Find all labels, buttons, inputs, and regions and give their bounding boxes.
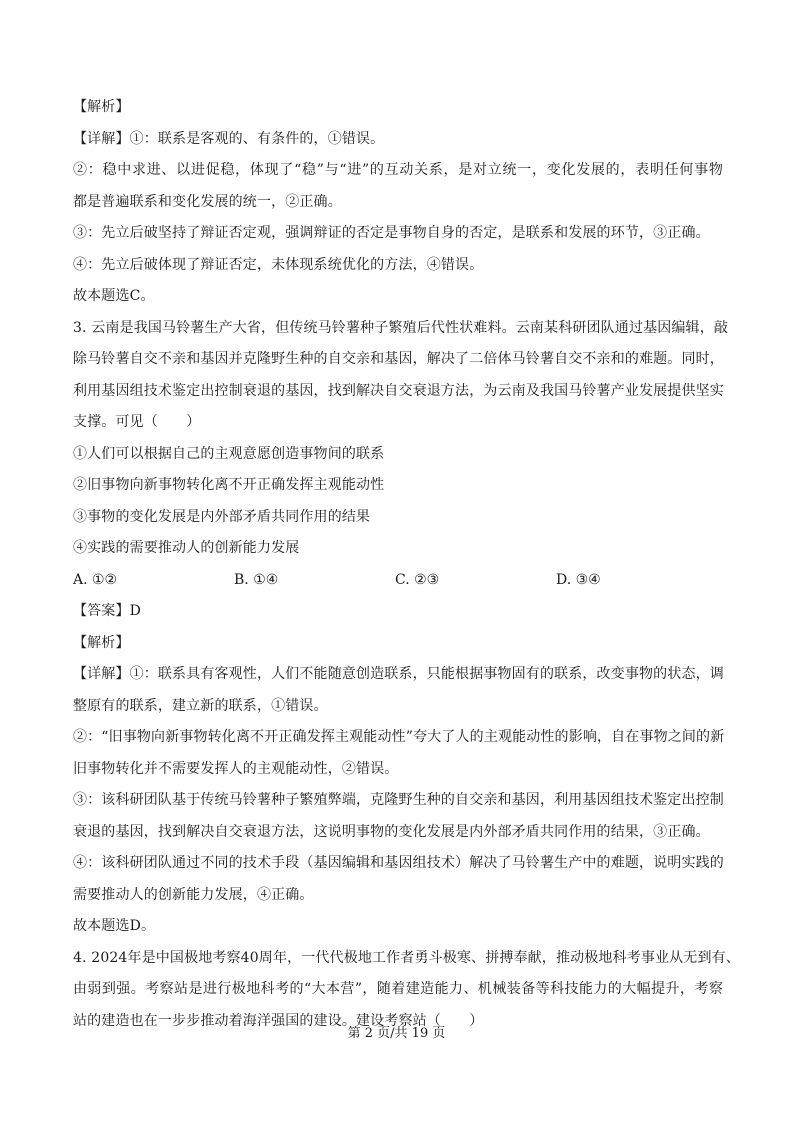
- detail-line: ③：先立后破坚持了辩证否定观，强调辩证的否定是事物自身的否定，是联系和发展的环节，③正确。: [73, 225, 710, 241]
- detail-line: 旧事物转化并不需要发挥人的主观能动性，②错误。: [73, 760, 399, 777]
- statement-item: ②旧事物向新事物转化离不开正确发挥主观能动性: [73, 477, 385, 493]
- answer-line: 【答案】D: [73, 603, 141, 619]
- conclusion-line: 故本题选D。: [73, 918, 156, 934]
- option-a: A. ①②: [73, 571, 118, 588]
- statement-item: ③事物的变化发展是内外部矛盾共同作用的结果: [73, 508, 371, 525]
- question-stem-line: 4. 2024年是中国极地考察40周年，一代代极地工作者勇斗极寒、拼搏奉献，推动极地科考事业从无到有、: [73, 949, 740, 966]
- option-d: D. ③④: [556, 571, 601, 588]
- page-content: [73, 92, 740, 1037]
- detail-line: ②：“旧事物向新事物转化离不开正确发挥主观能动性”夸大了人的主观能动性的影响，自在事物之间的新: [73, 729, 725, 745]
- question-stem-line: 由弱到强。考察站是进行极地科考的“大本营”，随着建造能力、机械装备等科技能力的大幅提升，考察: [73, 981, 723, 997]
- analysis-label: 【解析】: [73, 99, 130, 115]
- detail-line: ③：该科研团队基于传统马铃薯种子繁殖弊端，克隆野生种的自交亲和基因，利用基因组技术鉴定出控制: [73, 792, 724, 808]
- detail-line: 【详解】①：联系是客观的、有条件的，①错误。: [73, 130, 385, 147]
- statement-item: ①人们可以根据自己的主观意愿创造事物间的联系: [73, 445, 385, 462]
- detail-line: ④：该科研团队通过不同的技术手段（基因编辑和基因组技术）解决了马铃薯生产中的难题，说明实践的: [73, 855, 724, 871]
- option-c: C. ②③: [395, 571, 440, 588]
- analysis-label: 【解析】: [73, 634, 130, 651]
- question-stem-line: 除马铃薯自交不亲和基因并克隆野生种的自交亲和基因，解决了二倍体马铃薯自交不亲和的难题。同时，: [73, 351, 724, 367]
- option-b: B. ①④: [234, 571, 279, 588]
- detail-line: ②：稳中求进、以进促稳，体现了“稳”与“进”的互动关系，是对立统一，变化发展的，表明任何事物: [73, 162, 723, 178]
- detail-line: 都是普遍联系和变化发展的统一，②正确。: [73, 193, 342, 210]
- detail-line: 衰退的基因，找到解决自交衰退方法，这说明事物的变化发展是内外部矛盾共同作用的结果，③正确。: [73, 823, 710, 840]
- detail-line: 需要推动人的创新能力发展，④正确。: [73, 886, 314, 903]
- statement-item: ④实践的需要推动人的创新能力发展: [73, 540, 300, 556]
- page-number: 第 2 页/共 19 页: [347, 1026, 446, 1041]
- detail-line: 【详解】①：联系具有客观性，人们不能随意创造联系，只能根据事物固有的联系，改变事物的状态，调: [73, 666, 724, 682]
- conclusion-line: 故本题选C。: [73, 288, 155, 304]
- answer-options: [73, 565, 723, 597]
- question-stem-line: 3. 云南是我国马铃薯生产大省，但传统马铃薯种子繁殖后代性状难料。云南某科研团队通过基因编辑，敲: [73, 319, 729, 336]
- question-stem-line: 站的建造也在一步步推动着海洋强国的建设。建设考察站（ ）: [73, 1012, 484, 1029]
- detail-line: 整原有的联系，建立新的联系，①错误。: [73, 697, 328, 714]
- question-stem-line: 利用基因组技术鉴定出控制衰退的基因，找到解决自交衰退方法，为云南及我国马铃薯产业发展提供坚实: [73, 382, 724, 399]
- detail-line: ④：先立后破体现了辩证否定，未体现系统优化的方法，④错误。: [73, 256, 484, 273]
- question-stem-line: 支撑。可见（ ）: [73, 414, 201, 430]
